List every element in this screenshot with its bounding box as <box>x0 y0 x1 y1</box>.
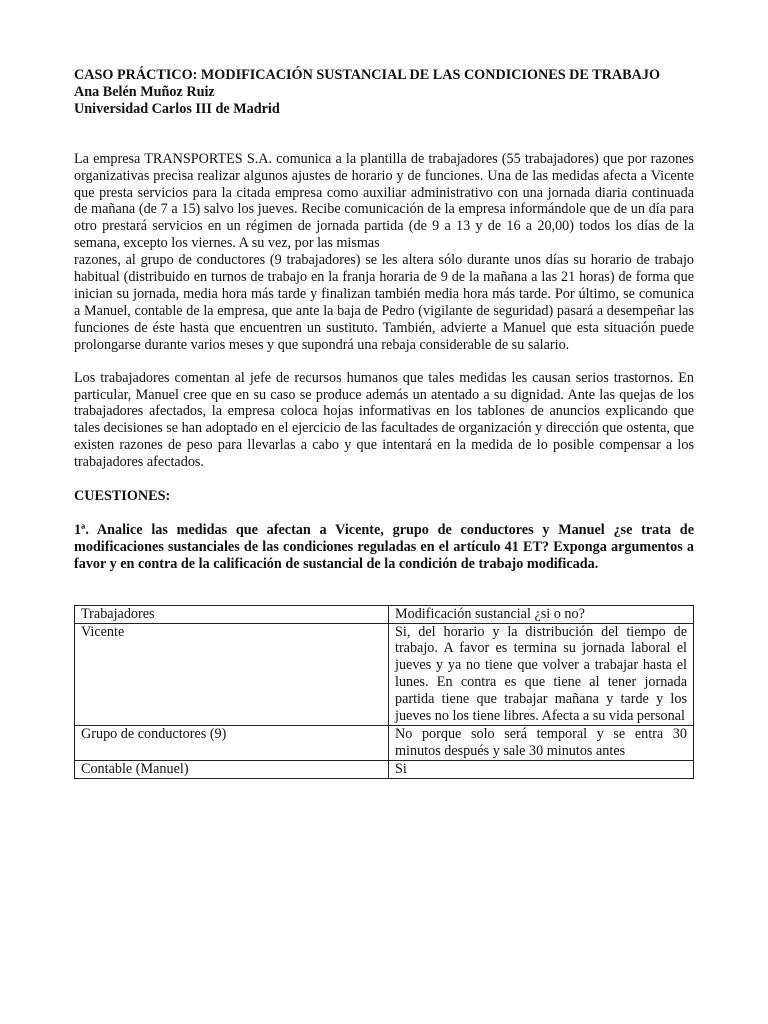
table-cell-worker: Grupo de conductores (9) <box>75 726 389 761</box>
table-row <box>75 726 694 761</box>
case-paragraph-2: Los trabajadores comentan al jefe de recursos humanos que tales medidas les causan serios trastornos. En particular, Manuel cree que en su caso se produce además un atentado a su dignidad. Ante las quejas de los trabajadores afectados, la empresa coloca hojas informativas en los tablones de anuncios explicando que tales decisiones se han adoptado en el ejercicio de las facultades de organización y dirección que ostenta, que existen razones de peso para llevarlas a cabo y que intentará en la medida de lo posible compensar a los trabajadores afectados. <box>74 369 694 471</box>
cuestiones-heading: CUESTIONES: <box>74 488 171 505</box>
table-header-cell: Modificación sustancial ¿si o no? <box>389 605 694 623</box>
table-header-cell: Trabajadores <box>75 605 389 623</box>
table-row <box>75 623 694 725</box>
document-page <box>74 67 694 779</box>
table-cell-answer: No porque solo será temporal y se entra 30 minutos después y sale 30 minutos antes <box>389 726 694 761</box>
table-row <box>75 760 694 778</box>
table-cell-worker: Vicente <box>75 623 389 725</box>
document-institution: Universidad Carlos III de Madrid <box>74 100 280 117</box>
table-cell-worker: Contable (Manuel) <box>75 760 389 778</box>
document-author: Ana Belén Muñoz Ruiz <box>74 83 215 100</box>
table-cell-answer: Si <box>389 760 694 778</box>
document-title: CASO PRÁCTICO: MODIFICACIÓN SUSTANCIAL DE LAS CONDICIONES DE TRABAJO <box>74 67 660 83</box>
question-1: 1ª. Analice las medidas que afectan a Vicente, grupo de conductores y Manuel ¿se trata de modificaciones sustanciales de las condiciones reguladas en el artículo 41 ET? Exponga argumentos a favor y en contra de la calificación de sustancial de la condición de trabajo modificada. <box>74 521 694 572</box>
table-cell-answer: Si, del horario y la distribución del tiempo de trabajo. A favor es termina su jornada laboral el jueves y ya no tiene que volver a trabajar hasta el lunes. En contra es que tiene al tener jornada partida tiene que trabajar mañana y tarde y los jueves no los tiene libres. Afecta a su vida personal <box>389 623 694 725</box>
case-paragraph-1a: La empresa TRANSPORTES S.A. comunica a la plantilla de trabajadores (55 trabajadores) que por razones organizativas precisa realizar algunos ajustes de horario y de funciones. Una de las medidas afecta a Vicente que presta servicios para la citada empresa como auxiliar administrativo con una jornada diaria continuada de mañana (de 7 a 15) salvo los jueves. Recibe comunicación de la empresa informándole que de un día para otro prestará servicios en un régimen de jornada partida (de 9 a 13 y de 16 a 20,00) todos los días de la semana, excepto los viernes. A su vez, por las mismas <box>74 150 694 252</box>
answer-table <box>74 605 694 779</box>
table-header-row <box>75 605 694 623</box>
case-paragraph-1b: razones, al grupo de conductores (9 trabajadores) se les altera sólo durante unos días su horario de trabajo habitual (distribuido en turnos de trabajo en la franja horaria de 9 de la mañana a las 21 horas) de forma que inician su jornada, media hora más tarde y finalizan también media hora más tarde. Por último, se comunica a Manuel, contable de la empresa, que ante la baja de Pedro (vigilante de seguridad) pasará a desempeñar las funciones de éste hasta que encuentren un sustituto. También, advierte a Manuel que esta situación puede prolongarse durante varios meses y que supondrá una rebaja considerable de su salario. <box>74 252 694 353</box>
document-header <box>74 67 694 118</box>
